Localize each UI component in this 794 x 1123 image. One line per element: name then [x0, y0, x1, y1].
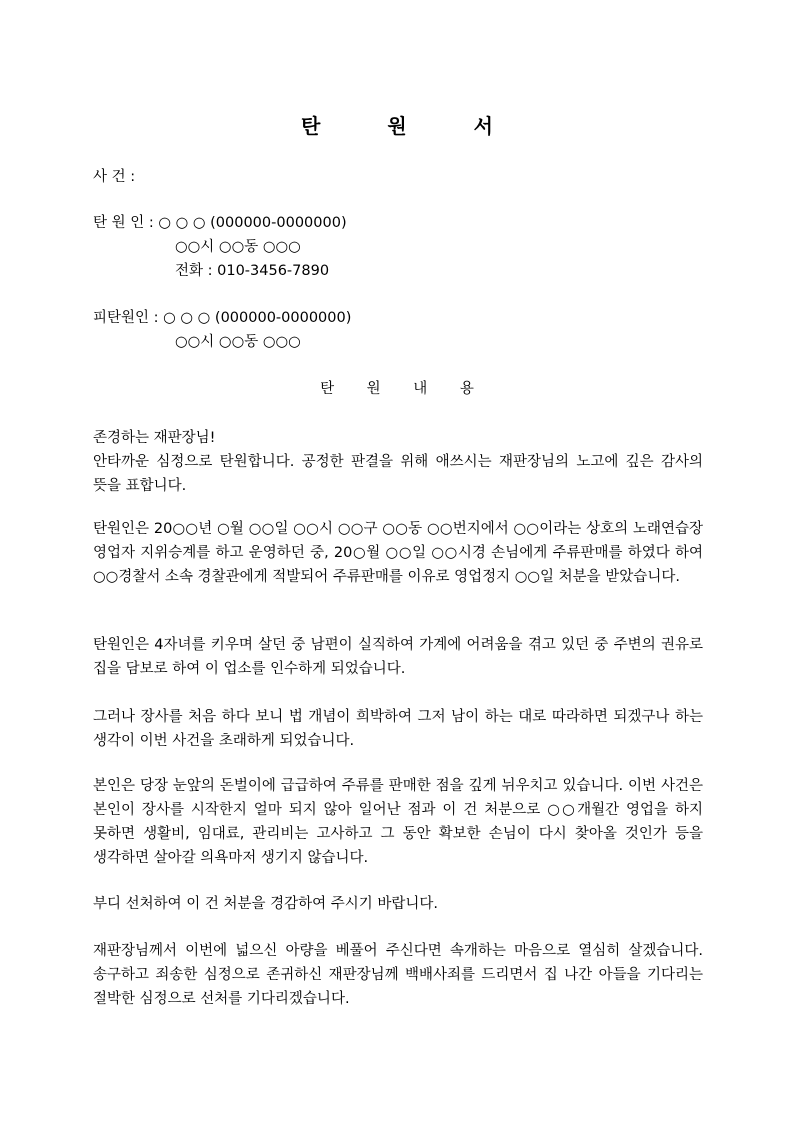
paragraph-text: 본인은 당장 눈앞의 돈벌이에 급급하여 주류를 판매한 점을 깊게 뉘우치고 있습니다. 이번 사건은 본인이 장사를 시작한지 얼마 되지 않아 일어난 점과 이 건 처분으로 ○○개월간 영업을 하지 못하면 생활비, 임대료, 관리비는 고사하고 그 동안 확보한 손님이 다시 찾아올 것인가 등을 생각하면 살아갈 의욕마저 생기지 않습니다. [93, 778, 703, 866]
respondent-address-line: ○○시 ○○동 ○○○ [175, 334, 301, 350]
paragraph-cause [93, 705, 703, 753]
paragraph-closing [93, 939, 703, 1011]
petitioner-name-line: 탄 원 인 : ○ ○ ○ (000000-0000000) [93, 215, 347, 231]
paragraph-greeting [93, 426, 703, 498]
section-title: 탄 원 내 용 [320, 381, 488, 397]
respondent-name-line: 피탄원인 : ○ ○ ○ (000000-0000000) [93, 310, 352, 326]
paragraph-background [93, 633, 703, 681]
paragraph-text: 부디 선처하여 이 건 처분을 경감하여 주시기 바랍니다. [93, 896, 439, 912]
paragraph-text: 탄원인은 20○○년 ○월 ○○일 ○○시 ○○구 ○○동 ○○번지에서 ○○이라는 상호의 노래연습장 영업자 지위승계를 하고 운영하던 중, 20○월 ○○일 ○○시경 손님에게 주류판매를 하였다 하여 ○○경찰서 소속 경찰관에게 적발되어 주류판매를 이유로 영업정지 ○○일 처분을 받았습니다. [93, 521, 703, 585]
document-title: 탄 원 서 [301, 114, 523, 138]
case-line: 사 건 : [93, 169, 136, 185]
petitioner-address-line: ○○시 ○○동 ○○○ [175, 239, 301, 255]
paragraph-text: 존경하는 재판장님! [93, 430, 216, 446]
paragraph-request [93, 892, 703, 916]
paragraph-text: 그러나 장사를 처음 하다 보니 법 개념이 희박하여 그저 남이 하는 대로 따라하면 되겠구나 하는 생각이 이번 사건을 초래하게 되었습니다. [93, 709, 703, 749]
paragraph-remorse [93, 774, 703, 870]
paragraph-text: 안타까운 심정으로 탄원합니다. 공정한 판결을 위해 애쓰시는 재판장님의 노고에 깊은 감사의 뜻을 표합니다. [93, 454, 703, 494]
paragraph-text: 재판장님께서 이번에 넓으신 아량을 베풀어 주신다면 속개하는 마음으로 열심히 살겠습니다. 송구하고 죄송한 심정으로 존귀하신 재판장님께 백배사죄를 드리면서 집 나간 아들을 기다리는 절박한 심정으로 선처를 기다리겠습니다. [93, 943, 703, 1007]
petitioner-phone-line: 전화 : 010-3456-7890 [175, 263, 330, 279]
paragraph-incident [93, 517, 703, 589]
paragraph-text: 탄원인은 4자녀를 키우며 살던 중 남편이 실직하여 가계에 어려움을 겪고 있던 중 주변의 권유로 집을 담보로 하여 이 업소를 인수하게 되었습니다. [93, 637, 703, 677]
